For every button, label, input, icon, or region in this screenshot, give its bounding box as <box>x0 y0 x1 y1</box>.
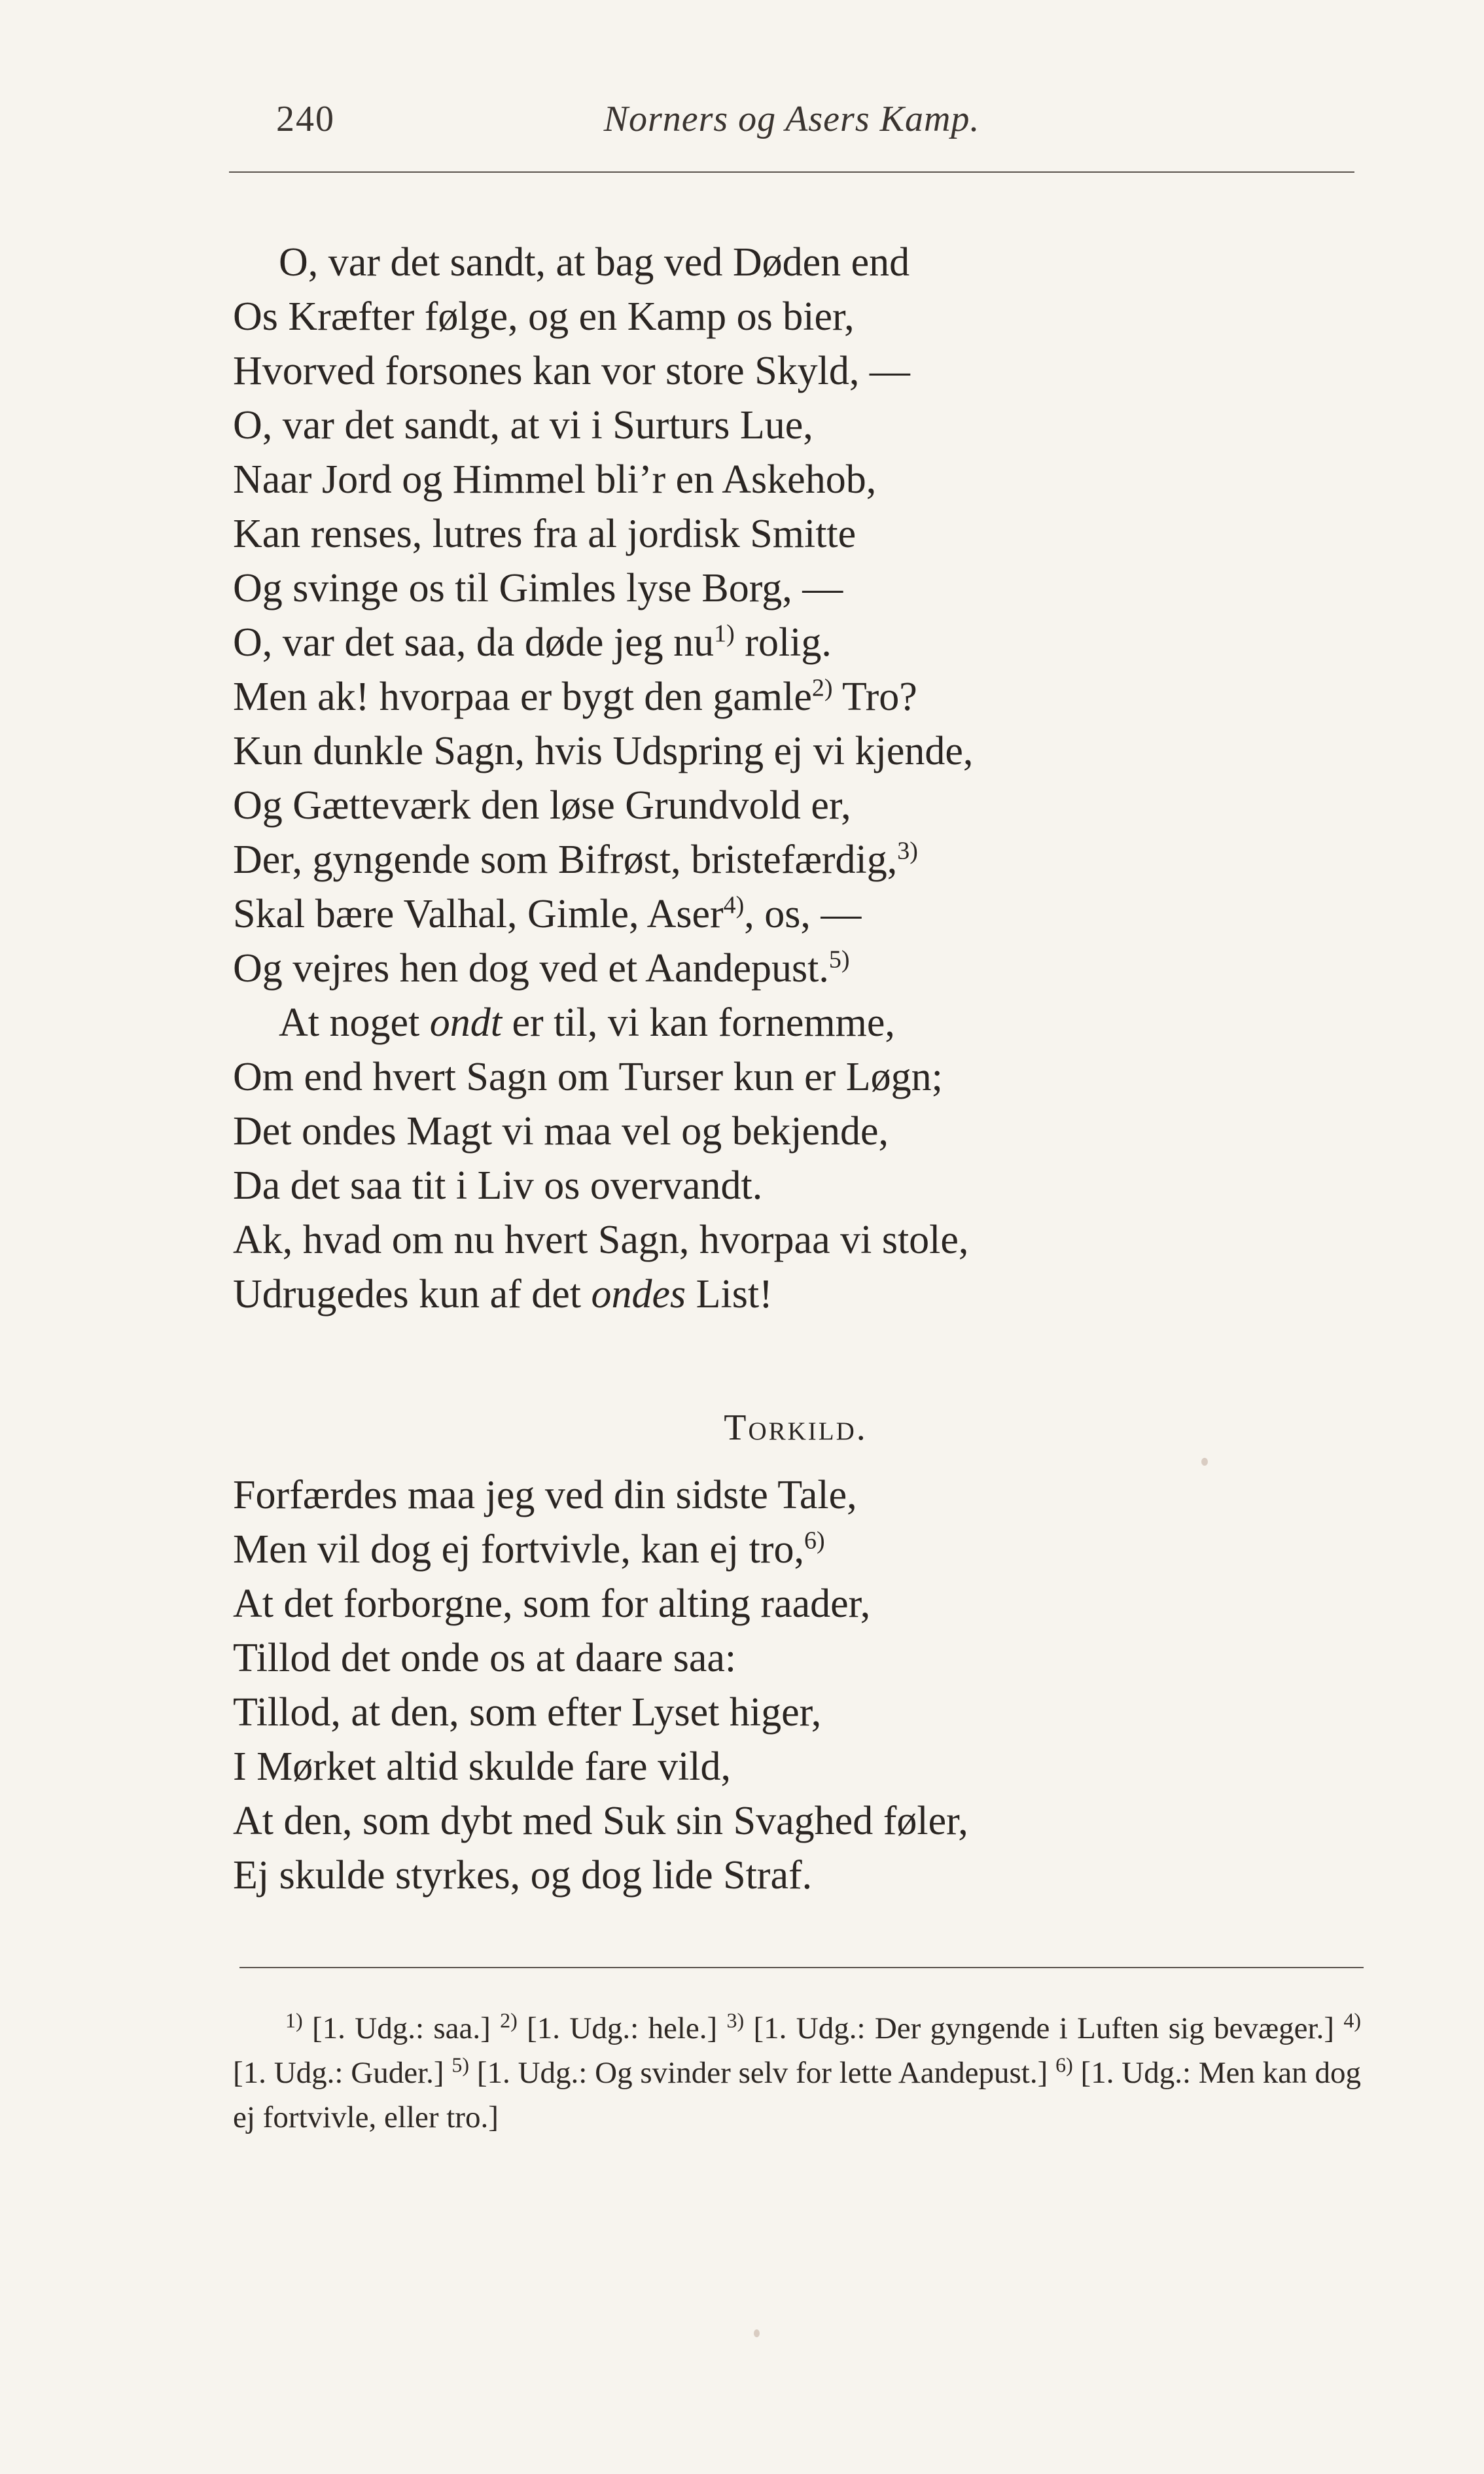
footnote-marker: 1) <box>285 2008 303 2032</box>
speaker-name: Torkild. <box>724 1407 868 1448</box>
footnote-paragraph <box>233 2006 1361 2140</box>
verse-text: rolig. <box>734 620 832 665</box>
footnote-reference: 3) <box>897 837 918 865</box>
verse-line: Ak, hvad om nu hvert Sagn, hvorpaa vi stole, <box>233 1218 969 1262</box>
footnote-reference: 2) <box>811 674 833 702</box>
verse-text: Men vil dog ej fortvivle, kan ej tro, <box>233 1527 804 1572</box>
verse-text: Der, gyngende som Bifrøst, bristefærdig, <box>233 838 898 882</box>
verse-line: Kun dunkle Sagn, hvis Udspring ej vi kjende, <box>233 729 974 773</box>
verse-line: Om end hvert Sagn om Turser kun er Løgn; <box>233 1055 943 1099</box>
verse-line: Ej skulde styrkes, og dog lide Straf. <box>233 1853 813 1898</box>
verse-text: Men ak! hvorpaa er bygt den gamle <box>233 675 812 719</box>
verse-line: Og svinge os til Gimles lyse Borg, — <box>233 566 843 610</box>
verse-block-bottom <box>233 1468 1358 1903</box>
footnote-marker: 2) <box>500 2008 518 2032</box>
footnote-marker: 4) <box>1343 2008 1361 2032</box>
verse-line: Tillod det onde os at daare saa: <box>233 1636 737 1680</box>
verse-text: Tro? <box>832 675 917 719</box>
verse-text: Og vejres hen dog ved et Aandepust. <box>233 946 829 991</box>
verse-line: Det ondes Magt vi maa vel og bekjende, <box>233 1109 889 1154</box>
paper-speck <box>754 2329 760 2337</box>
footnote-marker: 5) <box>451 2053 470 2077</box>
footnotes <box>233 2006 1361 2140</box>
verse-line <box>233 1523 1358 1577</box>
paper-speck <box>1201 1458 1208 1466</box>
footnote-reference: 6) <box>804 1527 825 1555</box>
verse-line: Tillod, at den, som efter Lyset higer, <box>233 1690 822 1735</box>
verse-line: Og Gætteværk den løse Grundvold er, <box>233 783 851 828</box>
verse-text: O, var det saa, da døde jeg nu <box>233 620 715 665</box>
verse-line: Naar Jord og Himmel bli’r en Askehob, <box>233 457 877 502</box>
verse-line <box>233 1267 1358 1322</box>
verse-line: I Mørket altid skulde fare vild, <box>233 1744 732 1789</box>
verse-line: Os Kræfter følge, og en Kamp os bier, <box>233 294 855 339</box>
verse-line: Da det saa tit i Liv os overvandt. <box>233 1163 763 1208</box>
footnote-text: [1. Udg.: Der gyngende i Luften sig bevæger.] <box>744 2011 1344 2045</box>
running-title: Norners og Asers Kamp. <box>603 99 980 139</box>
page-header <box>229 98 1354 150</box>
verse-text: er til, vi kan fornemme, <box>501 1000 895 1045</box>
verse-line <box>233 887 1358 942</box>
header-rule <box>229 171 1354 173</box>
footnote-reference: 1) <box>714 620 735 648</box>
page-number: 240 <box>276 99 335 139</box>
emphasized-word: ondt <box>429 1000 502 1045</box>
verse-line: Kan renses, lutres fra al jordisk Smitte <box>233 512 857 556</box>
footnote-rule <box>239 1967 1364 1968</box>
footnote-reference: 4) <box>723 891 745 919</box>
footnote-text: [1. Udg.: Og svinder selv for lette Aandepust.] <box>469 2056 1056 2090</box>
footnote-marker: 3) <box>726 2008 745 2032</box>
verse-line <box>233 942 1358 996</box>
verse-line: Hvorved forsones kan vor store Skyld, — <box>233 349 910 393</box>
verse-line: O, var det sandt, at bag ved Døden end <box>279 240 910 285</box>
emphasized-word: ondes <box>591 1272 686 1317</box>
verse-block-top <box>233 236 1358 1322</box>
verse-line <box>233 616 1358 670</box>
footnote-text: [1. Udg.: hele.] <box>517 2011 727 2045</box>
verse-line: At den, som dybt med Suk sin Svaghed føler, <box>233 1799 968 1843</box>
verse-text: At noget <box>279 1000 430 1045</box>
verse-line: Forfærdes maa jeg ved din sidste Tale, <box>233 1473 857 1517</box>
verse-text: Skal bære Valhal, Gimle, Aser <box>233 892 724 936</box>
verse-line <box>233 996 1358 1050</box>
verse-line <box>233 670 1358 724</box>
verse-text: , os, — <box>744 892 862 936</box>
footnote-text: [1. Udg.: saa.] <box>302 2011 501 2045</box>
footnote-text: [1. Udg.: Men kan dog ej fortvivle, eller tro.] <box>233 2056 1361 2134</box>
footnote-text: [1. Udg.: Guder.] <box>233 2056 452 2090</box>
verse-line <box>233 833 1358 887</box>
footnote-marker: 6) <box>1055 2053 1073 2077</box>
footnote-reference: 5) <box>828 945 850 974</box>
verse-line: At det forborgne, som for alting raader, <box>233 1582 871 1626</box>
verse-text: List! <box>686 1272 773 1317</box>
verse-text: Udrugedes kun af det <box>233 1272 592 1317</box>
verse-line: O, var det sandt, at vi i Surturs Lue, <box>233 403 813 448</box>
